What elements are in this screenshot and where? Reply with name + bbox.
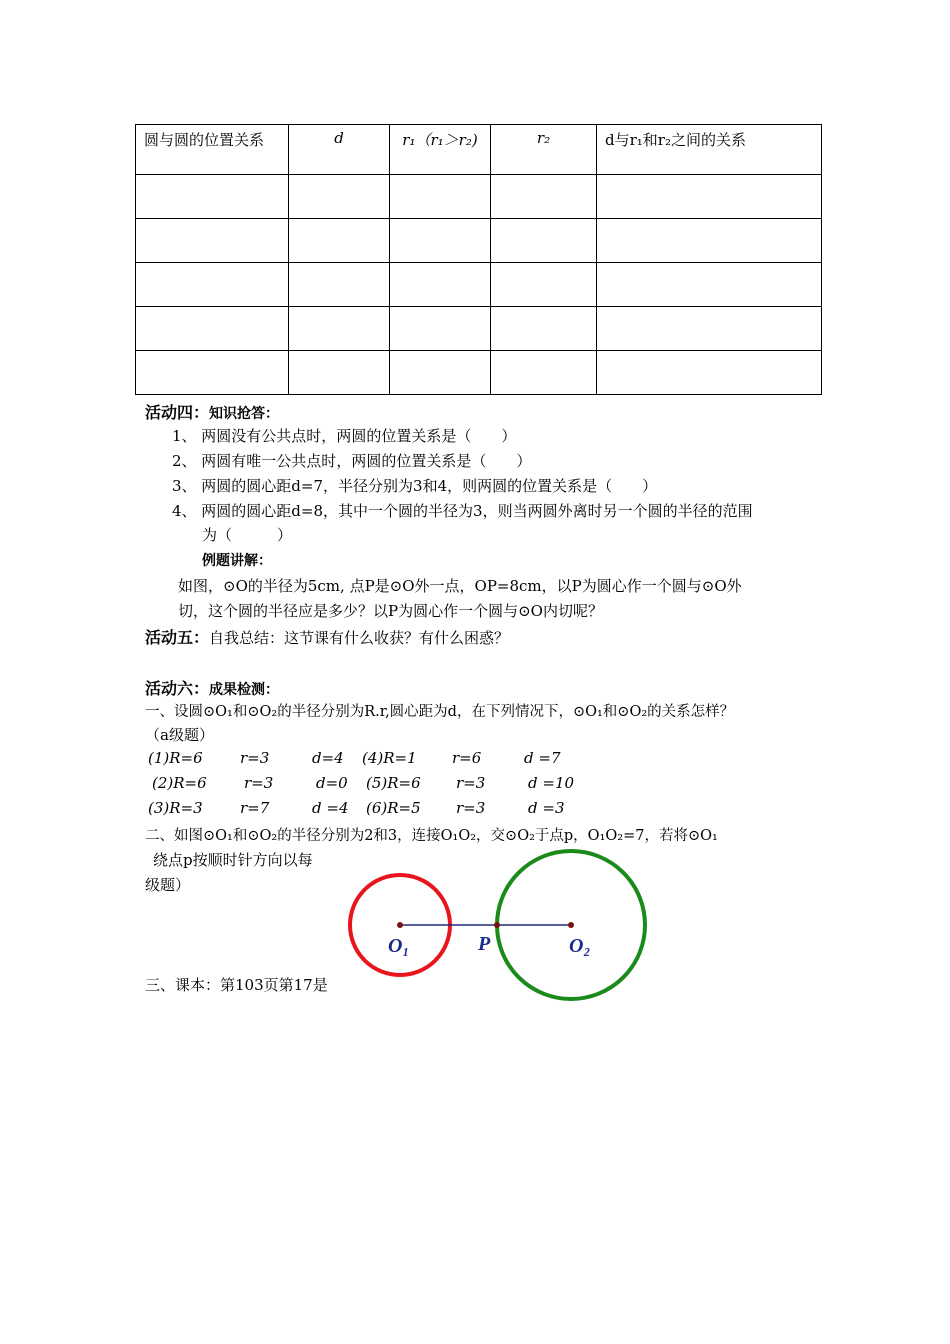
point-o2 [568,922,574,928]
table-cell[interactable] [136,351,289,395]
q1-cell: d =3 [528,799,565,817]
q2-line-1: 二、如图⊙O₁和⊙O₂的半径分别为2和3，连接O₁O₂，交⊙O₂于点p，O₁O₂=7，若将⊙O₁ [145,828,718,844]
table-cell[interactable] [136,307,289,351]
table-cell[interactable] [597,351,822,395]
table-cell[interactable] [289,219,390,263]
table-cell[interactable] [597,175,822,219]
header-relation: 圆与圆的位置关系 [144,131,265,149]
q2-line-3: 级题） [145,876,191,894]
activity4-heading [145,400,279,423]
table-row [136,263,822,307]
activity6-heading [145,676,279,699]
table-header-cell [390,125,491,175]
activity4-subtitle: 知识抢答： [209,406,280,422]
activity4-item-2: 2、 两圆有唯一公共点时，两圆的位置关系是（ ） [172,452,532,470]
two-circles-figure [338,846,658,1006]
table-cell[interactable] [289,263,390,307]
header-d-relation: d与r₁和r₂之间的关系 [605,131,746,149]
q1-cell: d =7 [524,749,561,767]
table-cell[interactable] [597,263,822,307]
table-row [136,351,822,395]
activity5-title: 活动五： [145,628,210,647]
table-header-cell [597,125,822,175]
activity5-heading [145,625,509,648]
q1-line-1: 一、设圆⊙O₁和⊙O₂的半径分别为R.r,圆心距为d，在下列情况下，⊙O₁和⊙O₂的关系怎样？ [145,704,735,720]
activity6-subtitle: 成果检测： [209,682,280,698]
header-r2: r₂ [536,129,551,147]
table-header-cell [491,125,597,175]
point-o1 [397,922,403,928]
table-cell[interactable] [390,175,491,219]
q1-line-2: （a级题） [145,726,214,744]
table-cell[interactable] [491,307,597,351]
q1-cell: (4)R=1 [362,749,417,767]
label-p: P [478,933,491,955]
table-cell[interactable] [289,351,390,395]
q1-cell: (3)R=3 [148,799,203,817]
q3-line: 三、课本：第103页第17是 [145,976,328,994]
table-cell[interactable] [390,351,491,395]
point-p [494,922,500,928]
example-title: 例题讲解： [202,553,272,569]
q1-cell: (5)R=6 [366,774,421,792]
table-cell[interactable] [289,307,390,351]
table-row [136,307,822,351]
activity6-title: 活动六： [145,679,210,698]
table-cell[interactable] [491,175,597,219]
table-header-row [136,125,822,175]
table-cell[interactable] [289,175,390,219]
label-o2: O₂ [569,935,591,957]
example-line-1: 如图，⊙O的半径为5cm, 点P是⊙O外一点，OP=8cm，以P为圆心作一个圆与⊙O外 [178,577,742,595]
table-cell[interactable] [136,263,289,307]
table-row [136,175,822,219]
q1-cell: r=3 [240,749,270,767]
table-header-cell [136,125,289,175]
q1-cell: (1)R=6 [148,749,203,767]
table-cell[interactable] [597,219,822,263]
q2-line-2: 绕点p按顺时针方向以每 [153,851,313,869]
q1-cell: r=7 [240,799,270,817]
table-cell[interactable] [390,219,491,263]
header-r1: r₁（r₁＞r₂) [402,131,478,149]
activity4-title: 活动四： [145,403,210,422]
position-relation-table [135,124,822,395]
table-cell[interactable] [491,219,597,263]
q1-cell: d =10 [528,774,575,792]
activity4-item-3: 3、 两圆的圆心距d=7，半径分别为3和4，则两圆的位置关系是（ ） [172,477,658,495]
q1-cell: r=3 [244,774,274,792]
table-cell[interactable] [597,307,822,351]
label-o1: O₁ [388,935,410,957]
activity4-item-4: 4、 两圆的圆心距d=8，其中一个圆的半径为3，则当两圆外离时另一个圆的半径的范围 [172,502,753,520]
table-cell[interactable] [136,219,289,263]
table-cell[interactable] [136,175,289,219]
table-header-cell [289,125,390,175]
q1-cell: d =4 [312,799,349,817]
table-cell[interactable] [390,307,491,351]
q1-cell: r=6 [452,749,482,767]
figure-panel [338,846,658,1006]
q1-cell: (6)R=5 [366,799,421,817]
q1-cell: d=0 [316,774,348,792]
example-line-2: 切，这个圆的半径应是多少？以P为圆心作一个圆与⊙O内切呢？ [178,602,603,620]
activity4-item-4-cont: 为（ ） [202,526,293,544]
q1-cell: r=3 [456,774,486,792]
q1-cell: r=3 [456,799,486,817]
header-d: d [334,129,344,147]
table-cell[interactable] [491,351,597,395]
activity5-text: 自我总结：这节课有什么收获？有什么困惑？ [209,629,510,647]
table-cell[interactable] [491,263,597,307]
table-row [136,219,822,263]
q1-cell: (2)R=6 [152,774,207,792]
q1-cell: d=4 [312,749,344,767]
activity4-item-1: 1、 两圆没有公共点时，两圆的位置关系是（ ） [172,427,517,445]
table-cell[interactable] [390,263,491,307]
